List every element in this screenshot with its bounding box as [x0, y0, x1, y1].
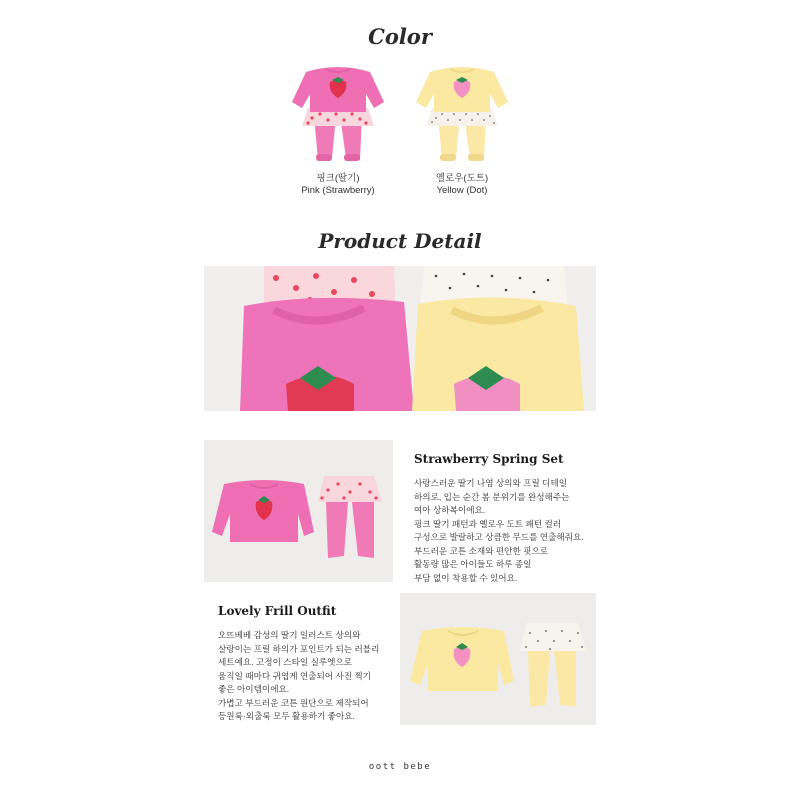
color-caption-yellow	[402, 173, 522, 197]
description-line: 활동량 많은 아이들도 하루 종일	[414, 559, 532, 569]
description-line: 오뜨베베 감성의 딸기 일러스트 상의와	[218, 630, 361, 640]
pink-set-flatlay-image	[204, 440, 393, 582]
description-line: 가볍고 부드러운 코튼 원단으로 제작되어	[218, 697, 369, 708]
color-caption-pink	[278, 173, 398, 197]
description-line: 등원룩·외출룩 모두 활용하기 좋아요.	[218, 711, 355, 721]
description-line: 세트예요. 고정이 스타일 실루엣으로	[218, 657, 353, 667]
description-line: 여아 상하복이에요.	[414, 505, 486, 515]
description-line: 움직일 때마다 귀엽게 연출되어 사진 찍기	[218, 670, 372, 681]
closeup-banner-image	[204, 266, 596, 411]
color-name-korean: 옐로우(도트)	[435, 173, 489, 184]
description-line: 핑크 딸기 패턴과 옐로우 도트 패턴 컬러	[414, 518, 562, 529]
brand-logo: oott bebe	[368, 762, 432, 772]
frill-outfit-description	[218, 629, 408, 724]
description-line: 부드러운 코튼 소재와 편안한 핏으로	[414, 545, 549, 556]
yellow-set-flatlay-image	[400, 593, 596, 725]
color-name-korean: 핑크(딸기)	[316, 173, 360, 184]
yellow-outfit-image	[410, 58, 514, 170]
description-line: 살랑이는 프릴 하의가 포인트가 되는 러블리	[218, 643, 380, 654]
spring-set-title: Strawberry Spring Set	[414, 452, 564, 466]
color-name-english: Yellow (Dot)	[436, 185, 488, 196]
description-line: 구성으로 발랄하고 상큼한 무드를 연출해줘요.	[414, 532, 584, 542]
description-line: 하의로, 입는 순간 봄 분위기를 완성해주는	[414, 491, 570, 502]
frill-outfit-title: Lovely Frill Outfit	[218, 604, 337, 618]
description-line: 부담 없이 착용할 수 있어요.	[414, 572, 518, 583]
description-line: 좋은 아이템이에요.	[218, 684, 290, 694]
color-name-english: Pink (Strawberry)	[301, 185, 375, 196]
description-line: 사랑스러운 딸기 나염 상의와 프릴 디테일	[414, 478, 568, 488]
product-detail-heading: Product Detail	[318, 229, 482, 253]
pink-outfit-image	[286, 58, 390, 170]
spring-set-description	[414, 477, 604, 585]
color-heading: Color	[368, 24, 432, 49]
